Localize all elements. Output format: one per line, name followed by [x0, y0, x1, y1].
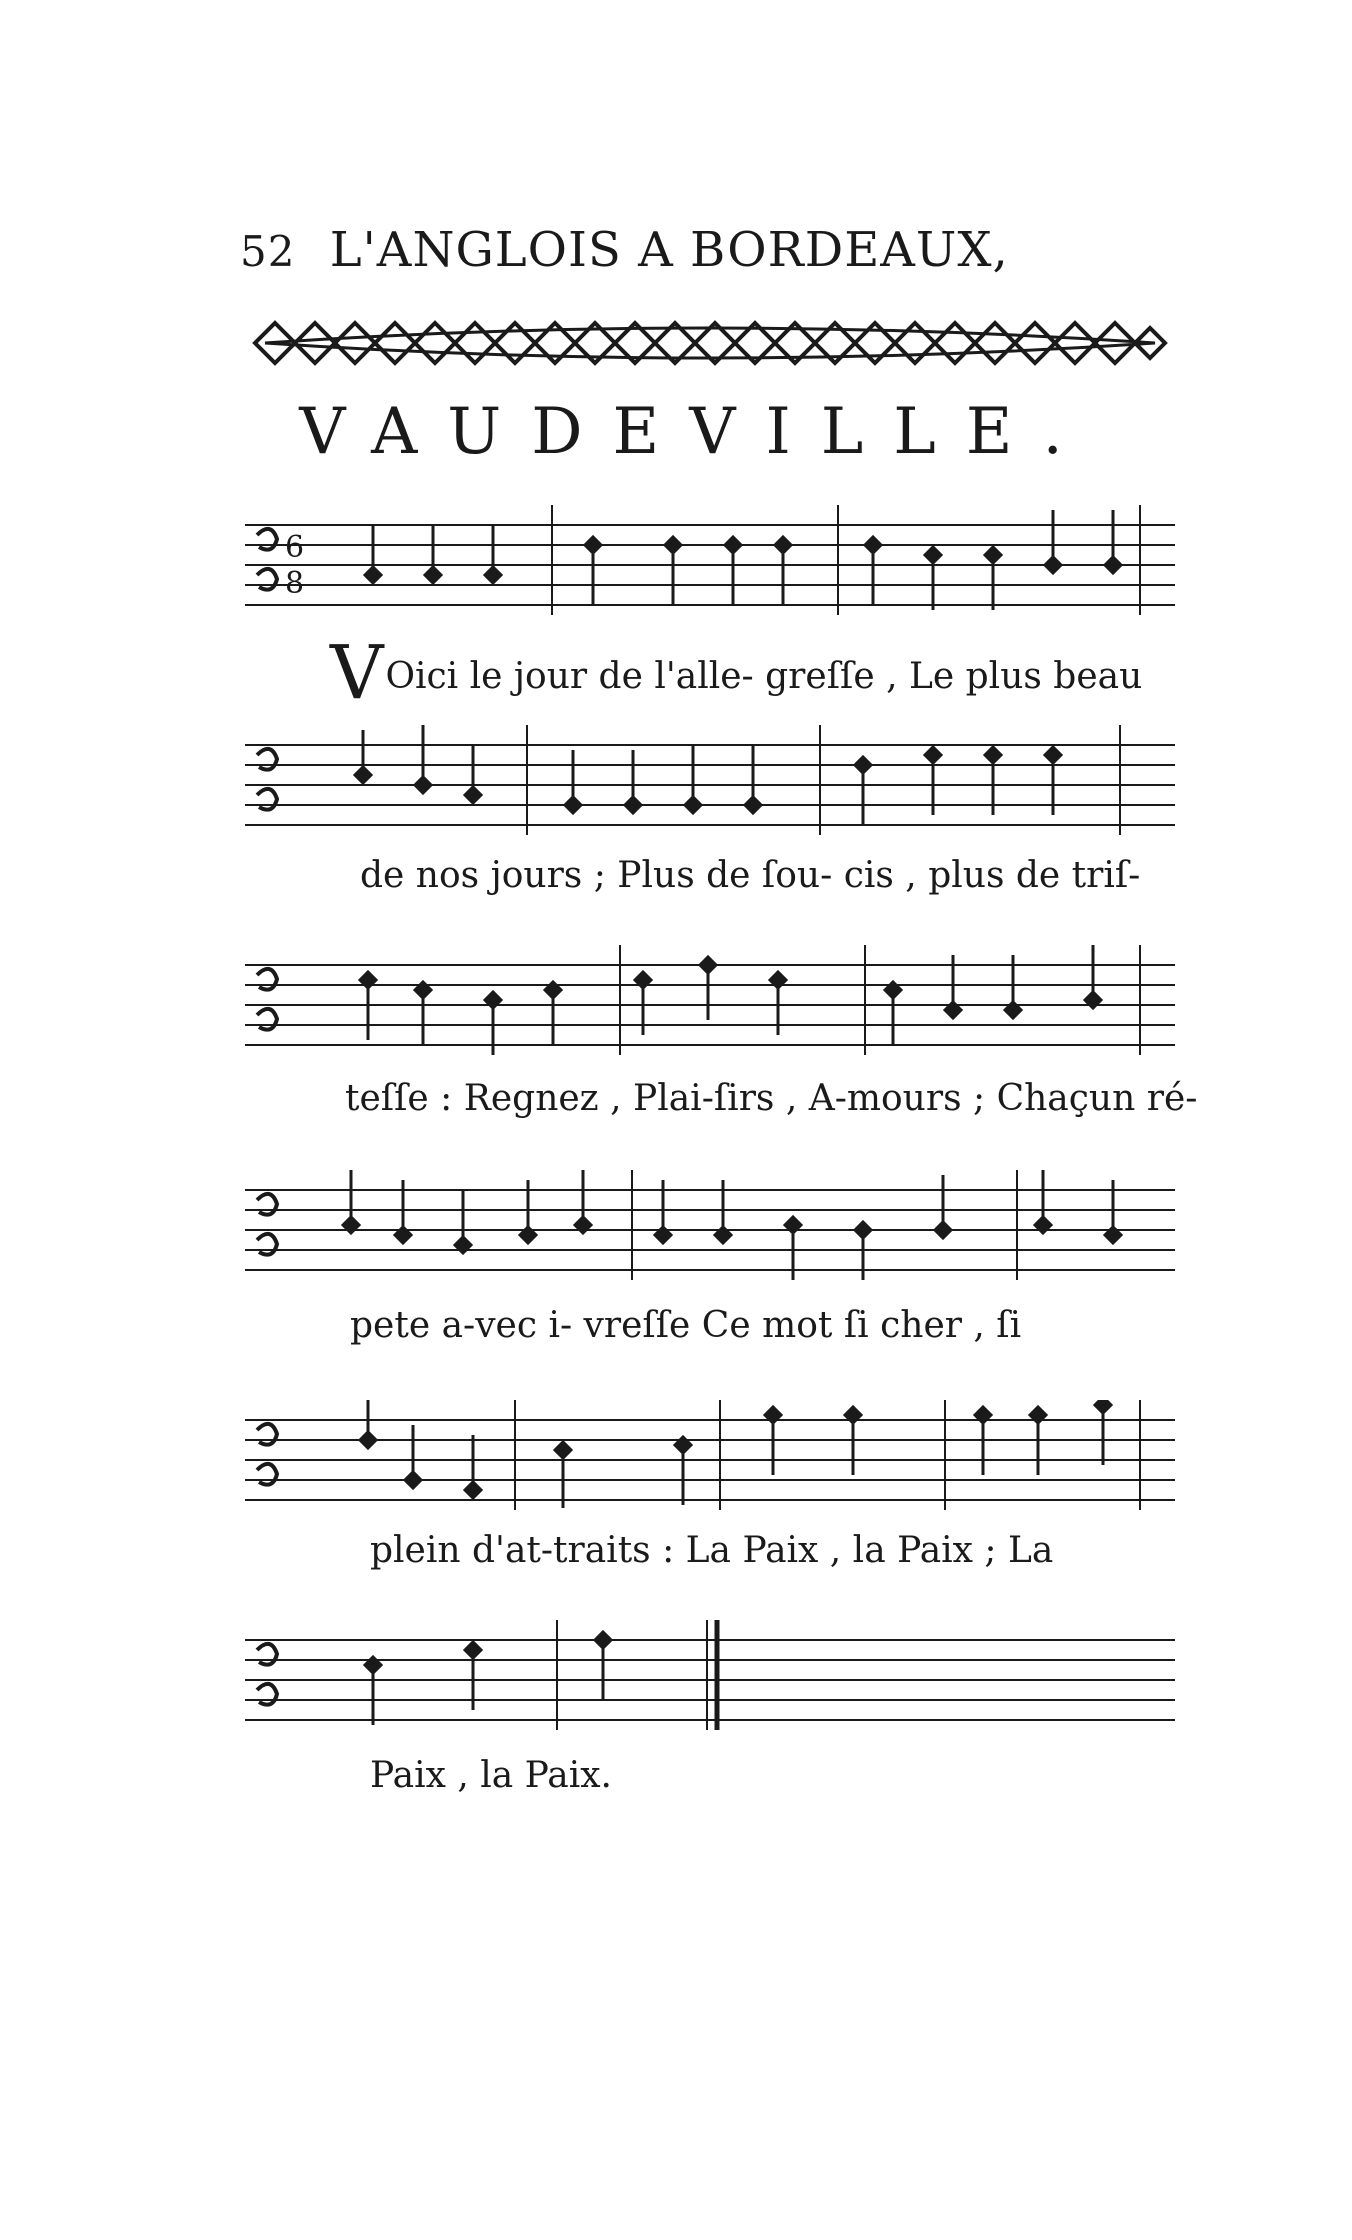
- clef-icon: [257, 529, 277, 590]
- time-signature-top: 6: [285, 530, 305, 565]
- music-staff: [245, 505, 1175, 625]
- music-staff: [245, 725, 1175, 845]
- music-staff: [245, 1170, 1175, 1290]
- dropcap: V: [330, 630, 384, 716]
- lyric-line: [370, 1530, 1053, 1590]
- lyric-text: plein d'at-traits : La Paix , la Paix ; La: [370, 1530, 1054, 1571]
- lyric-text: Oici le jour de l'alle- greſſe , Le plus beau: [385, 656, 1143, 697]
- clef-icon: [257, 749, 277, 810]
- lyric-line: [360, 855, 1140, 915]
- lyric-text: teſſe : Regnez , Plai-ſirs , A-mours ; Chaçun ré-: [345, 1078, 1198, 1119]
- clef-icon: [257, 1644, 277, 1705]
- song-title: VAUDEVILLE.: [299, 395, 1093, 469]
- clef-icon: [257, 1424, 277, 1485]
- lyric-line: [370, 1755, 612, 1815]
- lyric-line: [345, 1078, 1197, 1138]
- clef-icon: [257, 969, 277, 1030]
- clef-icon: [257, 1194, 277, 1255]
- lyric-text: Paix , la Paix.: [370, 1755, 612, 1796]
- lyric-line: [350, 1305, 1021, 1365]
- music-staff: [245, 1400, 1175, 1520]
- decorative-border-ornament: [245, 313, 1175, 373]
- running-title: L'ANGLOIS A BORDEAUX,: [329, 222, 1009, 278]
- page-number: 52: [240, 227, 296, 276]
- running-header: [240, 222, 1040, 282]
- lyric-text: pete a-vec i- vreſſe Ce mot ſi cher , ſi: [350, 1305, 1022, 1346]
- time-signature-bottom: 8: [285, 566, 305, 601]
- music-staff: [245, 945, 1175, 1065]
- music-staff: [245, 1620, 1175, 1740]
- lyric-text: de nos jours ; Plus de ſou- cis , plus de triſ-: [360, 855, 1141, 896]
- lyric-line: [330, 630, 1143, 716]
